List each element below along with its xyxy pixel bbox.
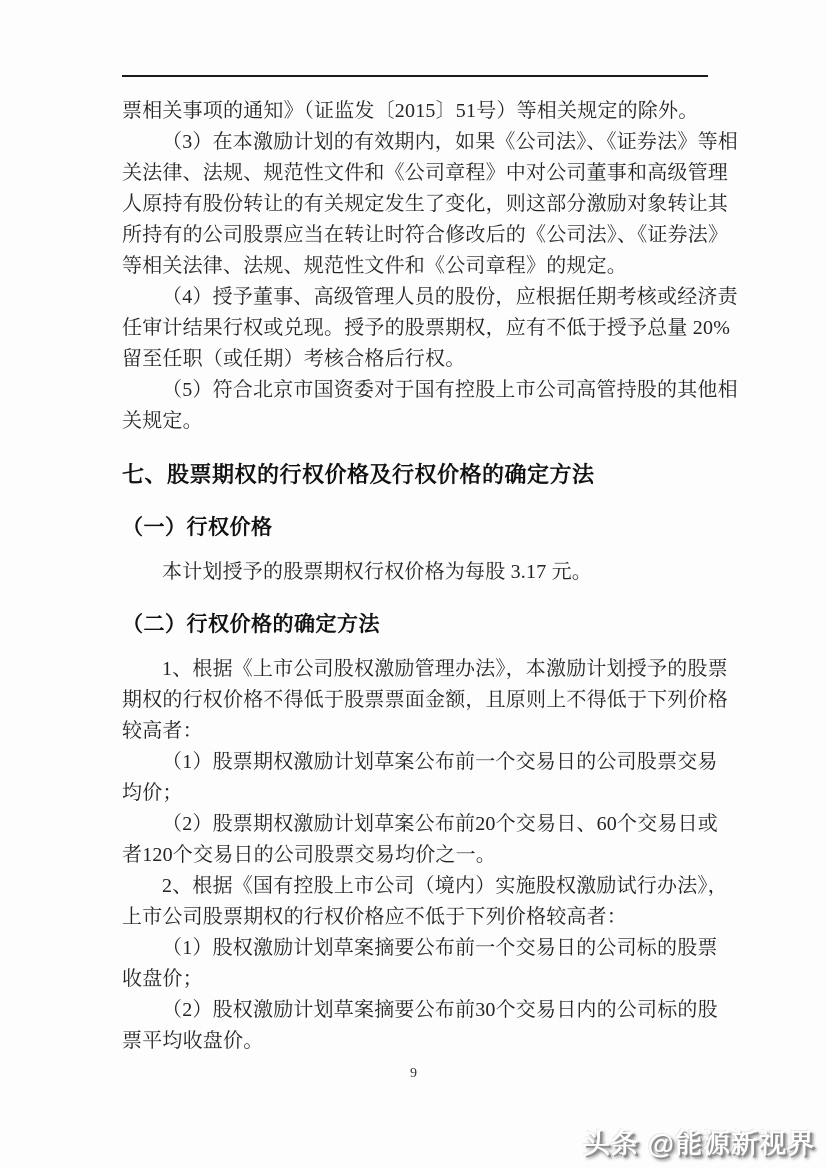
watermark: 头条 @能源新视界 [583,1129,815,1159]
body-text-line: 关法律、法规、规范性文件和《公司章程》中对公司董事和高级管理 [122,162,728,184]
body-text-line: 2、根据《国有控股上市公司（境内）实施股权激励试行办法》， [162,875,728,897]
body-text-line: 票平均收盘价。 [122,1030,264,1052]
body-text-line: 均价； [122,782,183,804]
body-text-line: （5）符合北京市国资委对于国有控股上市公司高管持股的其他相 [162,379,738,401]
body-text-line: （2）股权激励计划草案摘要公布前30个交易日内的公司标的股 [162,999,718,1021]
body-text-line: （1）股权激励计划草案摘要公布前一个交易日的公司标的股票 [162,937,718,959]
body-text-line: 留至任职（或任期）考核合格后行权。 [122,348,466,370]
body-text-line: 较高者： [122,720,203,742]
body-text-line: （1）股票期权激励计划草案公布前一个交易日的公司股票交易 [162,751,718,773]
body-text-line: 所持有的公司股票应当在转让时符合修改后的《公司法》、《证券法》 [122,224,729,246]
body-text-line: 等相关法律、法规、规范性文件和《公司章程》的规定。 [122,255,627,277]
body-text-line: 1、根据《上市公司股权激励管理办法》，本激励计划授予的股票 [162,658,728,680]
document-body [122,96,738,1057]
body-text-line: 任审计结果行权或兑现。授予的股票期权，应有不低于授予总量 20% [122,317,731,339]
page-number: 9 [410,1066,417,1081]
body-text-line: （2）股票期权激励计划草案公布前20个交易日、60个交易日或 [162,813,718,835]
body-text-line: 期权的行权价格不得低于股票票面金额，且原则上不得低于下列价格 [122,689,728,711]
body-text-line: 收盘价； [122,968,203,990]
section-heading: 七、股票期权的行权价格及行权价格的确定方法 [122,462,595,487]
body-text-line: 人原持有股份转让的有关规定发生了变化，则这部分激励对象转让其 [122,193,728,215]
body-text-line: 本计划授予的股票期权行权价格为每股 3.17 元。 [162,561,592,583]
subsection-heading: （一）行权价格 [122,515,273,539]
body-text-line: 上市公司股票期权的行权价格应不低于下列价格较高者： [122,906,627,928]
body-text-line: 关规定。 [122,410,203,432]
subsection-heading: （二）行权价格的确定方法 [122,612,380,636]
header-rule [122,75,708,77]
body-text-line: 者120个交易日的公司股票交易均价之一。 [122,844,496,866]
body-text-line: 票相关事项的通知》（证监发〔2015〕51号）等相关规定的除外。 [122,100,699,122]
body-text-line: （3）在本激励计划的有效期内，如果《公司法》、《证券法》等相 [162,131,738,153]
body-text-line: （4）授予董事、高级管理人员的股份，应根据任期考核或经济责 [162,286,738,308]
